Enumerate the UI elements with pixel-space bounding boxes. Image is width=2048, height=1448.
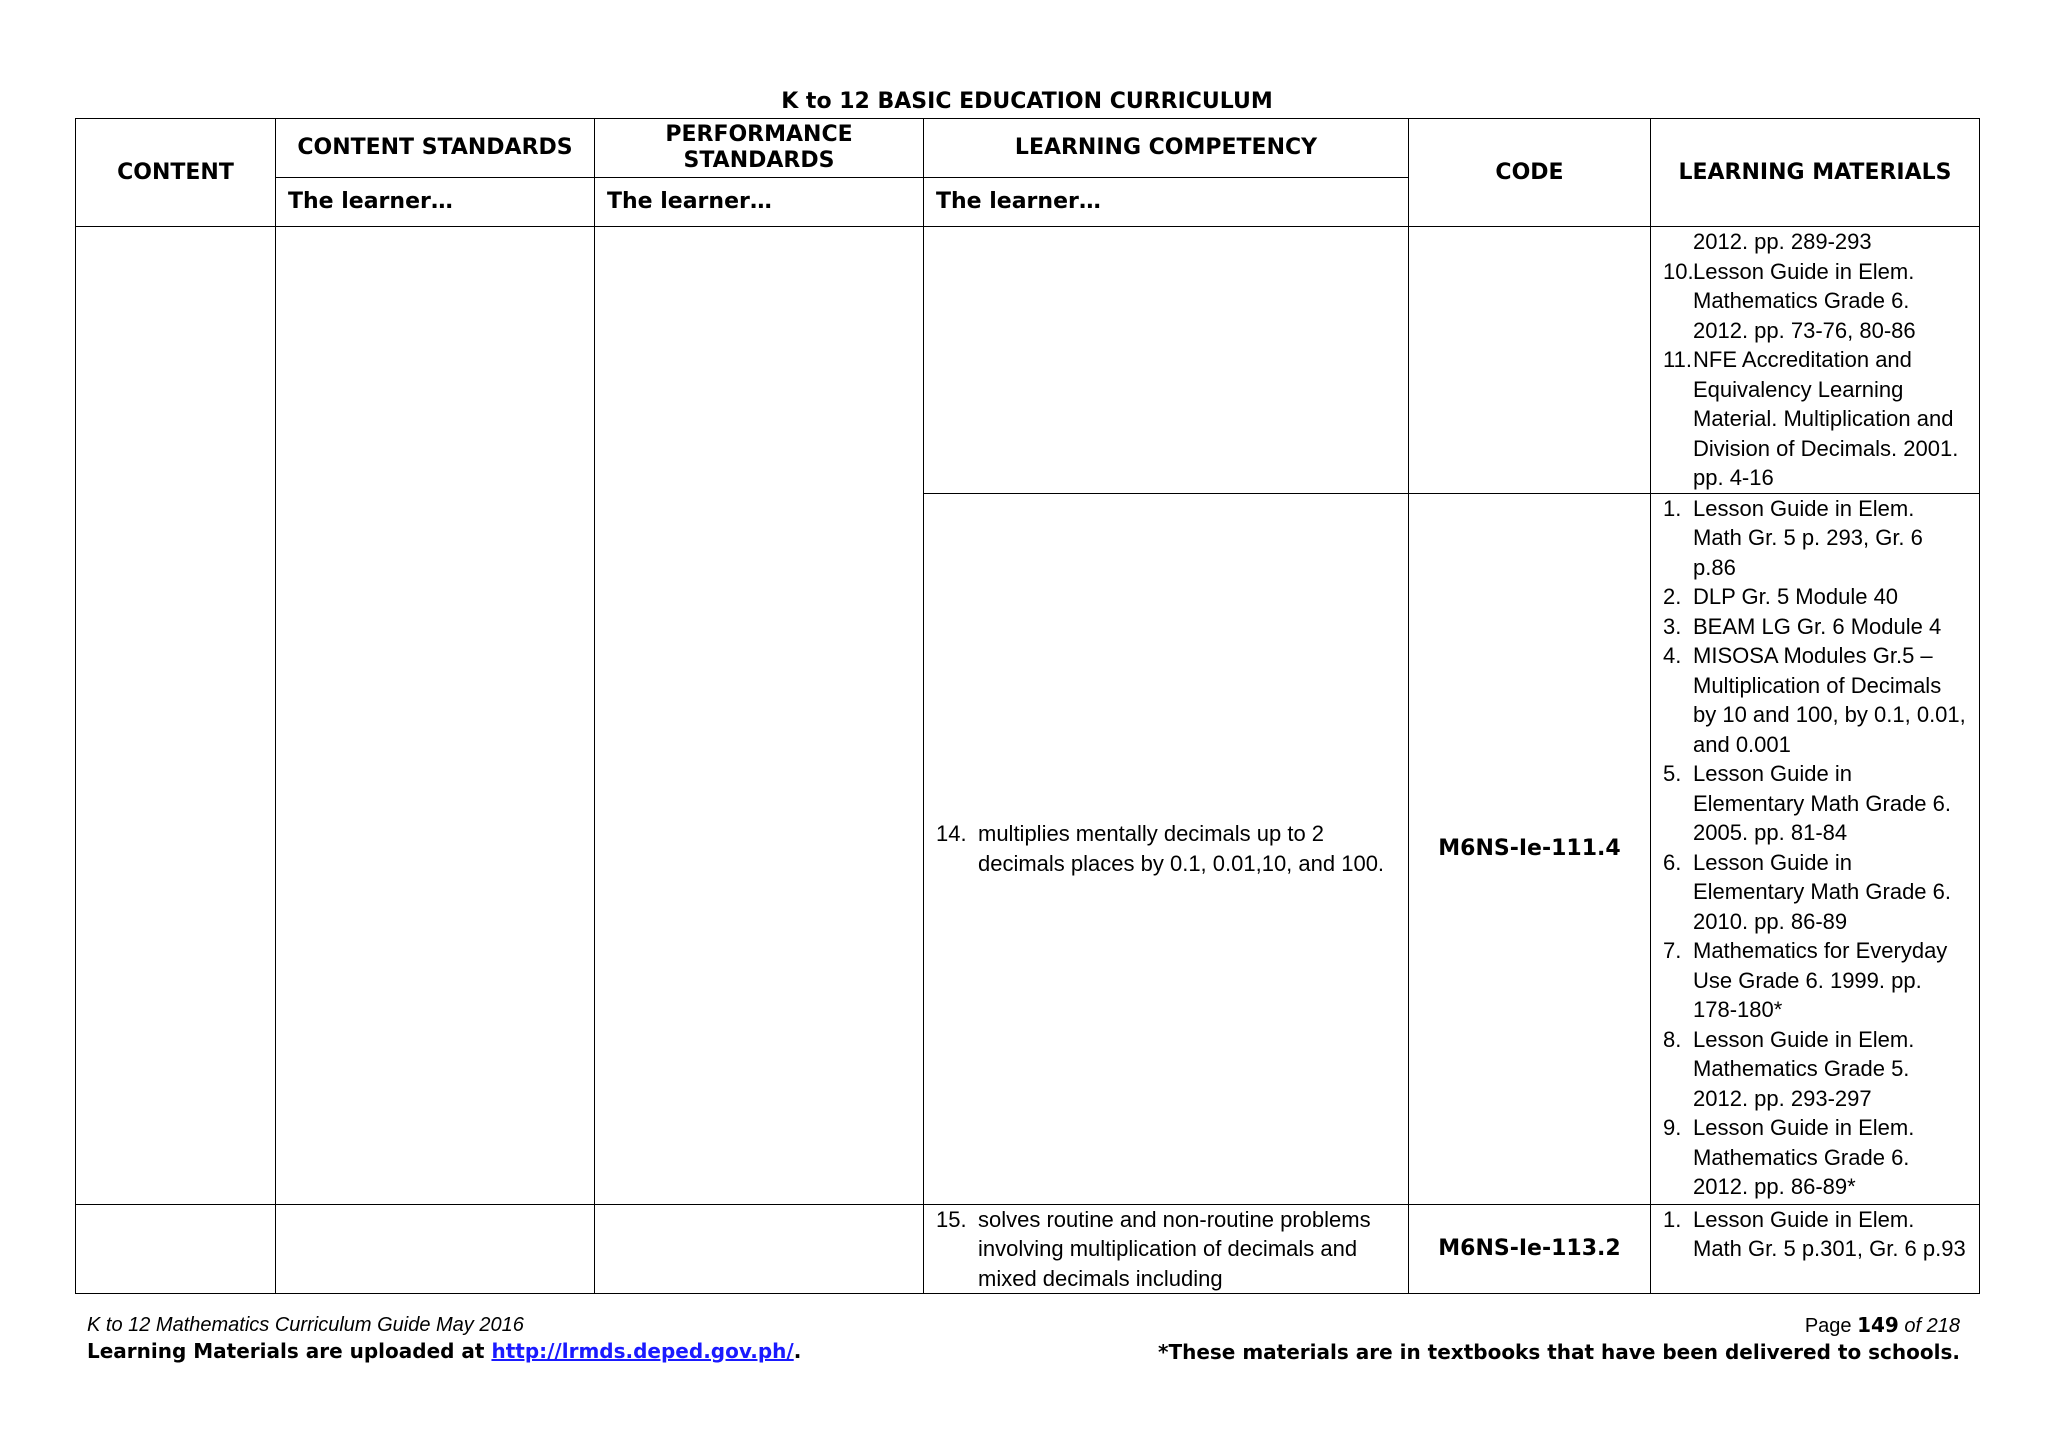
header-learner-content-standards: The learner… — [276, 178, 595, 227]
header-content-standards: CONTENT STANDARDS — [276, 119, 595, 178]
competency-item: 15. solves routine and non-routine problems involving multiplication of decimals and mixed decimals including — [936, 1206, 1371, 1291]
list-item: 8. Lesson Guide in Elem. Mathematics Grade 5. 2012. pp. 293-297 — [1663, 1026, 1915, 1111]
code-cell: M6NS-Ie-113.2 — [1409, 1204, 1651, 1294]
list-item: 6. Lesson Guide in Elementary Math Grade 6. 2010. pp. 86-89 — [1663, 849, 1952, 934]
curriculum-table — [75, 118, 1980, 1294]
table-row — [76, 1204, 1980, 1294]
performance-standards-cell — [595, 1204, 924, 1294]
header-learning-materials: LEARNING MATERIALS — [1651, 119, 1980, 227]
materials-list — [1651, 494, 1979, 1202]
footer-textbook-note: *These materials are in textbooks that have been delivered to schools. — [1158, 1340, 1960, 1364]
list-item: 9. Lesson Guide in Elem. Mathematics Grade 6. 2012. pp. 86-89* — [1663, 1115, 1915, 1199]
list-item: 4. MISOSA Modules Gr.5 – Multiplication of Decimals by 10 and 100, by 0.1, 0.01, and 0.001 — [1663, 643, 1966, 757]
header-content: CONTENT — [76, 119, 276, 227]
footer-left — [87, 1312, 801, 1364]
materials-list — [1651, 1205, 1979, 1264]
performance-standards-cell — [595, 227, 924, 1205]
header-learner-performance-standards: The learner… — [595, 178, 924, 227]
code-cell — [1409, 227, 1651, 494]
content-standards-cell — [276, 1204, 595, 1294]
competency-cell — [924, 493, 1409, 1204]
content-standards-cell — [276, 227, 595, 1205]
materials-continued: 2012. pp. 289-293 — [1693, 229, 1872, 254]
list-item: 2. DLP Gr. 5 Module 40 — [1663, 584, 1899, 609]
header-learner-learning-competency: The learner… — [924, 178, 1409, 227]
header-code: CODE — [1409, 119, 1651, 227]
content-cell — [76, 1204, 276, 1294]
competency-cell — [924, 1204, 1409, 1294]
lrmds-link[interactable]: http://lrmds.deped.gov.ph/ — [491, 1339, 794, 1363]
list-item: 10. Lesson Guide in Elem. Mathematics Grade 6. 2012. pp. 73-76, 80-86 — [1663, 258, 1916, 343]
list-item: 7. Mathematics for Everyday Use Grade 6. 1999. pp. 178-180* — [1663, 938, 1948, 1022]
competency-item: 14. multiplies mentally decimals up to 2 decimals places by 0.1, 0.01,10, and 100. — [936, 821, 1385, 876]
list-item: 11. NFE Accreditation and Equivalency Learning Material. Multiplication and Division of Decimals. 2001. pp. 4-16 — [1663, 347, 1959, 490]
footer-upload-note: Learning Materials are uploaded at http://lrmds.deped.gov.ph/. — [87, 1339, 802, 1363]
footer-right — [1158, 1312, 1960, 1365]
list-item: 1. Lesson Guide in Elem. Math Gr. 5 p.301, Gr. 6 p.93 — [1663, 1206, 1966, 1261]
competency-cell — [924, 227, 1409, 494]
code-cell: M6NS-Ie-111.4 — [1409, 493, 1651, 1204]
footer-guide-title: K to 12 Mathematics Curriculum Guide May 2016 — [87, 1314, 524, 1336]
page-indicator: Page 149 of 218 — [1804, 1313, 1960, 1337]
table-row — [76, 227, 1980, 494]
materials-cell — [1651, 493, 1980, 1204]
materials-cell — [1651, 227, 1980, 494]
list-item: 3. BEAM LG Gr. 6 Module 4 — [1663, 613, 1942, 639]
page-number: 149 — [1857, 1313, 1899, 1337]
materials-list — [1651, 257, 1979, 493]
list-item: 5. Lesson Guide in Elementary Math Grade 6. 2005. pp. 81-84 — [1663, 761, 1952, 845]
content-cell — [76, 227, 276, 1205]
document-title: K to 12 BASIC EDUCATION CURRICULUM — [781, 89, 1273, 114]
list-item: 1. Lesson Guide in Elem. Math Gr. 5 p. 293, Gr. 6 p.86 — [1663, 495, 1923, 580]
materials-cell — [1651, 1204, 1980, 1294]
header-performance-standards: PERFORMANCE STANDARDS — [595, 119, 924, 178]
header-learning-competency: LEARNING COMPETENCY — [924, 119, 1409, 178]
